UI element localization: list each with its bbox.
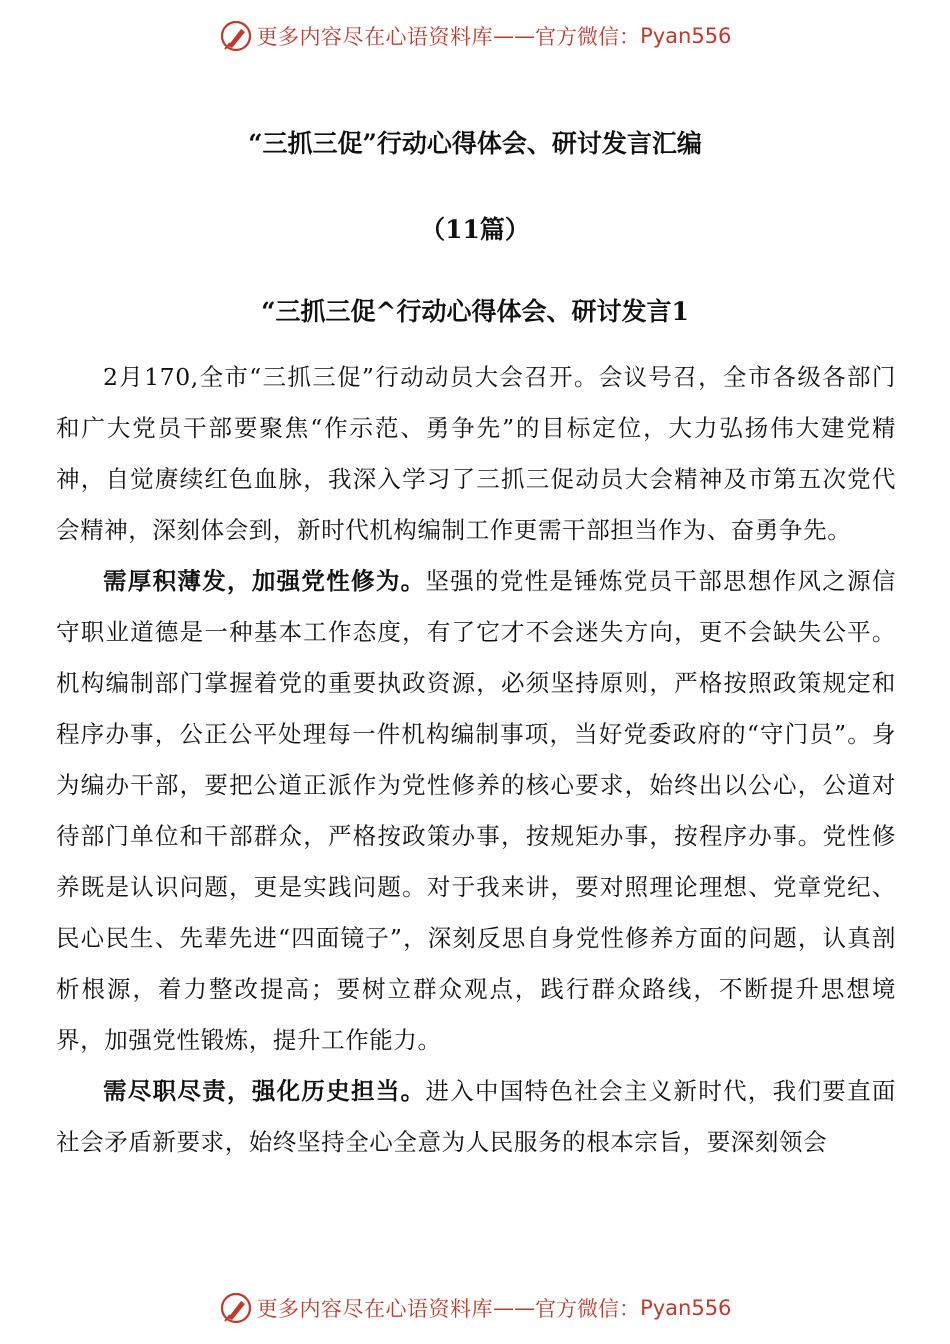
watermark-main: 更多内容尽在心语资料库 <box>256 1297 494 1321</box>
watermark-label: 官方微信： <box>535 1297 641 1321</box>
pen-nib-circle-icon <box>219 1291 253 1325</box>
paragraph-3 <box>56 1066 896 1168</box>
paragraph-1 <box>56 352 896 556</box>
watermark-main: 更多内容尽在心语资料库 <box>256 25 494 49</box>
document-count: （11篇） <box>420 215 530 244</box>
watermark-header <box>0 16 950 56</box>
paragraph-lead: 需厚积薄发，加强党性修为。 <box>103 567 426 595</box>
paragraph-2 <box>56 556 896 1066</box>
watermark-footer <box>0 1288 950 1328</box>
section-title: “三抓三促^行动心得体会、研讨发言1 <box>261 297 689 326</box>
document-body <box>56 352 896 1168</box>
paragraph-text: 进入中国特色社会主义新时代，我们要直面社会矛盾新要求，始终坚持全心全意为人民服务的根本宗旨，要深刻领会 <box>56 1077 896 1156</box>
pen-nib-circle-icon <box>219 19 253 53</box>
watermark-account: Pyan556 <box>640 24 732 48</box>
paragraph-lead: 需尽职尽责，强化历史担当。 <box>103 1077 426 1105</box>
watermark-label: 官方微信： <box>535 25 641 49</box>
paragraph-text: 2月170,全市“三抓三促”行动动员大会召开。会议号召，全市各级各部门和广大党员干部要聚焦“作示范、勇争先”的目标定位，大力弘扬伟大建党精神，自觉赓续红色血脉，我深入学习了三抓三促动员大会精神及市第五次党代会精神，深刻体会到，新时代机构编制工作更需干部担当作为、奋勇争先。 <box>56 363 896 544</box>
watermark-separator: —— <box>493 24 536 48</box>
document-title: “三抓三促”行动心得体会、研讨发言汇编 <box>248 129 702 158</box>
watermark-account: Pyan556 <box>640 1296 732 1320</box>
watermark-separator: —— <box>493 1296 536 1320</box>
paragraph-text: 坚强的党性是锤炼党员干部思想作风之源信守职业道德是一种基本工作态度，有了它才不会迷失方向，更不会缺失公平。机构编制部门掌握着党的重要执政资源，必须坚持原则，严格按照政策规定和程序办事，公正公平处理每一件机构编制事项，当好党委政府的“守门员”。身为编办干部，要把公道正派作为党性修养的核心要求，始终出以公心，公道对待部门单位和干部群众，严格按政策办事，按规矩办事，按程序办事。党性修养既是认识问题，更是实践问题。对于我来讲，要对照理论理想、党章党纪、民心民生、先辈先进“四面镜子”，深刻反思自身党性修养方面的问题，认真剖析根源，着力整改提高；要树立群众观点，践行群众路线，不断提升思想境界，加强党性锻炼，提升工作能力。 <box>56 567 896 1054</box>
